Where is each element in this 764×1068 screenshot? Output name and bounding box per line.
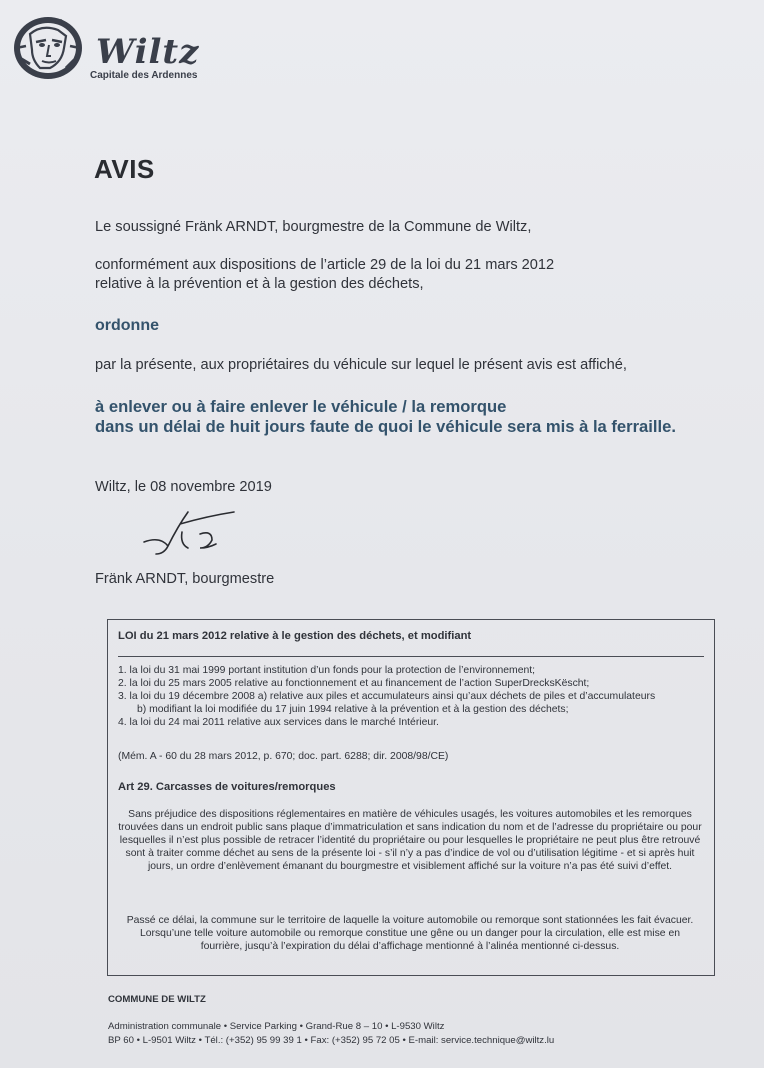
signatory: Fränk ARNDT, bourgmestre — [95, 571, 275, 587]
legal-basis-line-2: relative à la prévention et à la gestion des déchets, — [95, 276, 424, 292]
footer-org: COMMUNE DE WILTZ — [108, 994, 206, 1005]
action-line-1: à enlever ou à faire enlever le véhicule / la remorque — [95, 397, 507, 416]
article-title: Art 29. Carcasses de voitures/remorques — [118, 781, 336, 793]
order-word: ordonne — [95, 317, 159, 334]
intro-text: Le soussigné Fränk ARNDT, bourgmestre de la Commune de Wiltz, — [95, 219, 532, 235]
law-heading: LOI du 21 mars 2012 relative à le gestion des déchets, et modifiant — [118, 630, 472, 642]
signature — [138, 508, 258, 558]
law-item: b) modifiant la loi modifiée du 17 juin 1994 relative à la prévention et à la gestion des déchets; — [137, 704, 569, 715]
logo-subtitle: Capitale des Ardennes — [90, 70, 198, 81]
law-divider — [118, 656, 704, 657]
footer-address: Administration communale • Service Parking • Grand-Rue 8 – 10 • L-9530 Wiltz — [108, 1021, 445, 1032]
article-paragraph-2: Passé ce délai, la commune sur le territoire de laquelle la voiture automobile ou remorque sont stationnées les fait évacuer. Lorsqu’une telle voiture automobile ou remorque constitue une gêne ou un danger pour la circulation, elle est mise en fourrière, jusqu’à l’expiration du délai d’affichage mentionné à l’alinéa mentionné ci-dessus. — [126, 915, 694, 952]
footer-contact: BP 60 • L-9501 Wiltz • Tél.: (+352) 95 99 39 1 • Fax: (+352) 95 72 05 • E-mail: service.technique@wiltz.lu — [108, 1035, 555, 1046]
law-excerpt-box — [107, 619, 715, 976]
law-item: 1. la loi du 31 mai 1999 portant institution d’un fonds pour la protection de l’environnement; — [118, 665, 536, 676]
article-paragraph-1: Sans préjudice des dispositions réglementaires en matière de véhicules usagés, les voitures automobiles et les remorques trouvées dans un endroit public sans plaque d’immatriculation et sans indication du nom et de l’adresse du propriétaire ou pour lesquelles il n’est plus possible de retracer l’identité du propriétaire ou pour lesquelles le propriétaire ne peut plus être retrouvé sont à traiter comme déchet au sens de la présente loi - s’il n’y a pas d’indice de vol ou d’utilisation légitime - et si après huit jours, un ordre d’enlèvement émanant du bourgmestre et visiblement affiché sur la voiture n’a pas été suivi d’effet. — [118, 809, 702, 872]
law-item: 2. la loi du 25 mars 2005 relative au fonctionnement et au financement de l’action SuperDrecksKëscht; — [118, 678, 590, 689]
addressee-text: par la présente, aux propriétaires du véhicule sur lequel le présent avis est affiché, — [95, 357, 627, 373]
law-reference: (Mém. A - 60 du 28 mars 2012, p. 670; doc. part. 6288; dir. 2008/98/CE) — [118, 751, 449, 762]
law-item: 4. la loi du 24 mai 2011 relative aux services dans le marché Intérieur. — [118, 717, 439, 728]
place-date: Wiltz, le 08 novembre 2019 — [95, 479, 272, 495]
notice-title: AVIS — [94, 154, 155, 184]
legal-basis-line-1: conformément aux dispositions de l’article 29 de la loi du 21 mars 2012 — [95, 257, 555, 273]
law-item: 3. la loi du 19 décembre 2008 a) relative aux piles et accumulateurs ainsi qu’aux déchets de piles et d’accumulateurs — [118, 691, 656, 702]
action-line-2: dans un délai de huit jours faute de quoi le véhicule sera mis à la ferraille. — [95, 417, 676, 436]
wiltz-logo — [12, 14, 212, 84]
logo-wordmark: Wiltz — [96, 32, 200, 72]
face-drawing-icon — [12, 14, 84, 82]
